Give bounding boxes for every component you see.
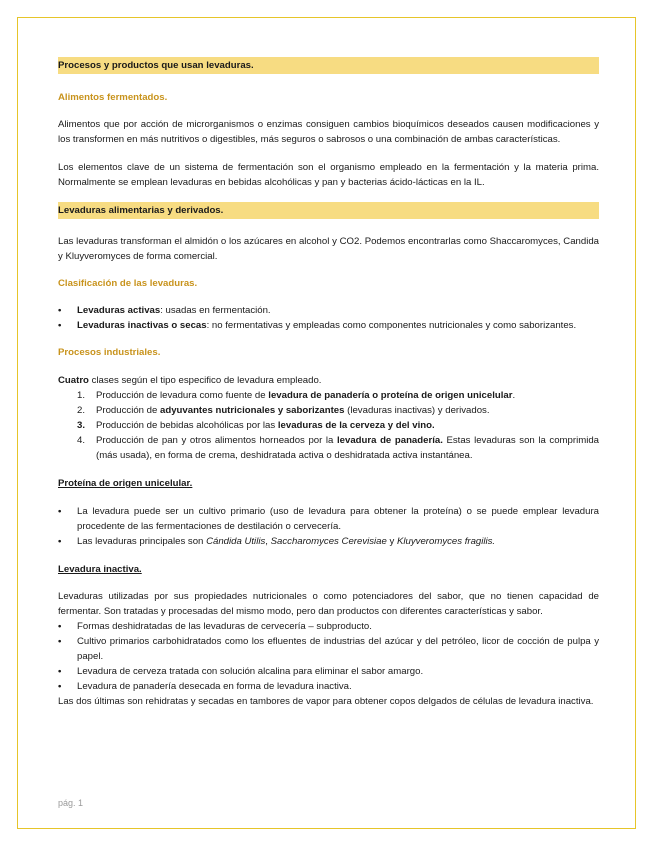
heading-levadura-inactiva: Levadura inactiva. bbox=[58, 564, 142, 575]
list-inactiva bbox=[58, 619, 599, 694]
list-item: 4. Producción de pan y otros alimentos horneados por la levadura de panadería. Estas levaduras son la comprimida (más usada), en forma de crema, deshidratada activa o deshidratada activa instantánea. bbox=[77, 435, 599, 461]
paragraph-fermentados-2: Los elementos clave de un sistema de fermentación son el organismo empleado en la fermentación y la materia prima. Normalmente se emplean levaduras en bebidas alcohólicas y pan y bacterias ácido-lácticas en la IL. bbox=[58, 162, 599, 188]
page-number: pág. 1 bbox=[58, 798, 84, 808]
list-procesos bbox=[58, 388, 599, 463]
list-item: 3. Producción de bebidas alcohólicas por las levaduras de la cerveza y del vino. bbox=[77, 420, 435, 431]
paragraph-levaduras: Las levaduras transforman el almidón o los azúcares en alcohol y CO2. Podemos encontrarlas como Shaccaromyces, Candida y Kluyveromyces de forma comercial. bbox=[58, 236, 599, 262]
paragraph-procesos-intro: Cuatro clases según el tipo especifico de levadura empleado. bbox=[58, 375, 322, 386]
paragraph-inactiva: Levaduras utilizadas por sus propiedades nutricionales o como potenciadores del sabor, que no tienen capacidad de fermentar. Son tratadas y procesadas del mismo modo, pero dan productos con diferentes características y sabor. bbox=[58, 591, 599, 617]
list-item: • Las levaduras principales son Cándida Utilis, Saccharomyces Cerevisiae y Kluyveromyces fragilis. bbox=[58, 534, 599, 549]
heading-procesos: Procesos y productos que usan levaduras. bbox=[58, 57, 599, 74]
list-item: • Cultivo primarios carbohidratados como los efluentes de industrias del azúcar y del petróleo, licor de cocción de pulpa y papel. bbox=[58, 634, 599, 664]
subheading-fermentados: Alimentos fermentados. bbox=[58, 92, 168, 103]
heading-proteina: Proteína de origen unicelular. bbox=[58, 478, 193, 489]
list-item: 2. Producción de adyuvantes nutricionales y saborizantes (levaduras inactivas) y derivados. bbox=[77, 405, 490, 416]
list-item: • Levadura de cerveza tratada con solución alcalina para eliminar el sabor amargo. bbox=[58, 664, 599, 679]
paragraph-fermentados-1: Alimentos que por acción de microrganismos o enzimas consiguen cambios bioquímicos deseados causen modificaciones y los transformen en más nutritivos o digestibles, más seguros o sabrosos o una combinación de ambas características. bbox=[58, 119, 599, 145]
heading-levaduras-alimentarias: Levaduras alimentarias y derivados. bbox=[58, 202, 599, 219]
paragraph-final: Las dos últimas son rehidratas y secadas en tambores de vapor para obtener copos delgados de células de levadura inactiva. bbox=[58, 696, 594, 707]
list-clasificacion bbox=[58, 303, 599, 333]
list-item: • La levadura puede ser un cultivo primario (uso de levadura para obtener la proteína) o se puede emplear levadura procedente de las fermentaciones de destilación o cervecería. bbox=[58, 504, 599, 534]
list-item: 1. Producción de levadura como fuente de levadura de panadería o proteína de origen unicelular. bbox=[77, 390, 516, 401]
subheading-procesos: Procesos industriales. bbox=[58, 347, 161, 358]
list-item: • Levaduras inactivas o secas: no fermentativas y empleadas como componentes nutricionales y como saborizantes. bbox=[58, 318, 599, 333]
list-proteina bbox=[58, 504, 599, 549]
list-item: • Levadura de panadería desecada en forma de levadura inactiva. bbox=[58, 679, 599, 694]
document-body bbox=[58, 57, 599, 709]
subheading-clasificacion: Clasificación de las levaduras. bbox=[58, 278, 198, 289]
list-item: • Levaduras activas: usadas en fermentación. bbox=[58, 303, 599, 318]
list-item: • Formas deshidratadas de las levaduras de cervecería – subproducto. bbox=[58, 619, 599, 634]
